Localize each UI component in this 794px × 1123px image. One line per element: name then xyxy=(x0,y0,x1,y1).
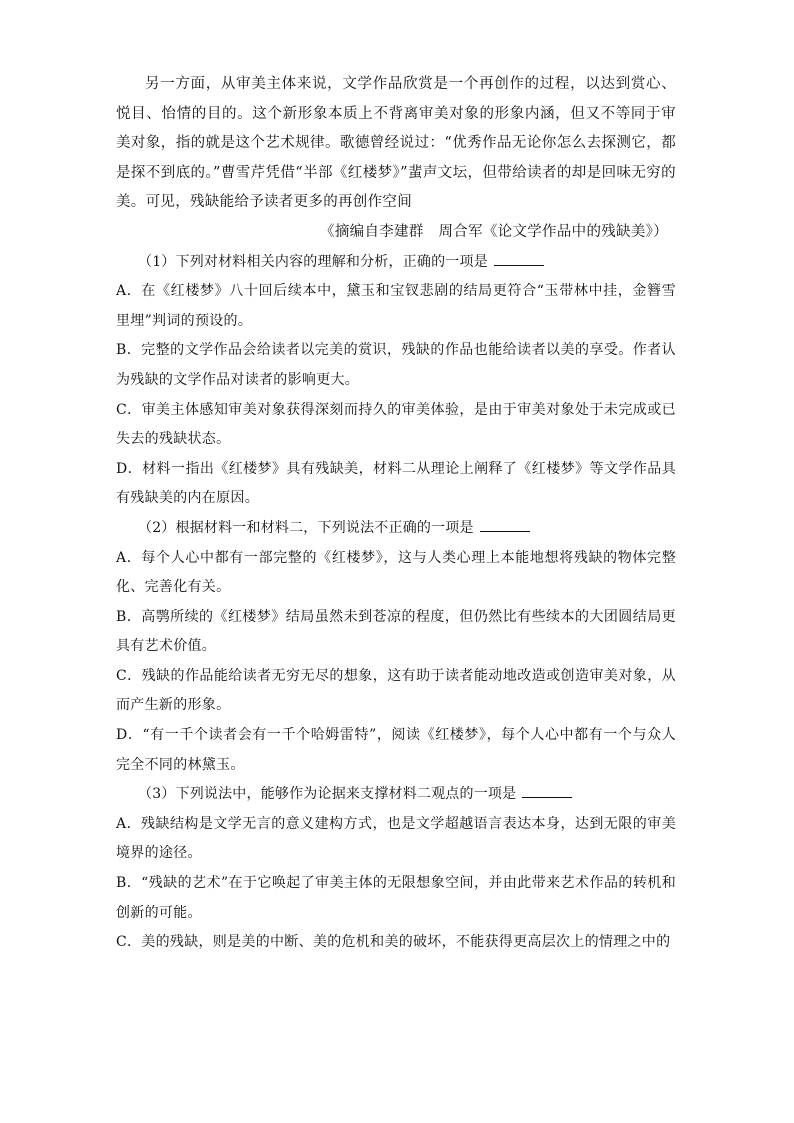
question-1-option-c: C．审美主体感知审美对象获得深刻而持久的审美体验，是由于审美对象处于未完成或已失去的残缺状态。 xyxy=(116,401,676,448)
question-2-option-b: B．高鹗所续的《红楼梦》结局虽然未到苍凉的程度，但仍然比有些续本的大团圆结局更具有艺术价值。 xyxy=(116,608,676,655)
question-1-option-b: B．完整的文学作品会给读者以完美的赏识，残缺的作品也能给读者以美的享受。作者认为残缺的文学作品对读者的影响更大。 xyxy=(116,342,676,388)
question-1-stem: （1）下列对材料相关内容的理解和分析，正确的一项是 xyxy=(116,248,676,278)
question-2-option-d: D．“有一千个读者会有一千个哈姆雷特”，阅读《红楼梦》，每个人心中都有一个与众人完全不同的林黛玉。 xyxy=(116,727,676,773)
question-3-option-b: B．“残缺的艺术”在于它唤起了审美主体的无限想象空间，并由此带来艺术作品的转机和创新的可能。 xyxy=(116,875,676,921)
question-2-option-a: A．每个人心中都有一部完整的《红楼梦》，这与人类心理上本能地想将残缺的物体完整化、完善化有关。 xyxy=(116,549,676,596)
question-3-option-a: A．残缺结构是文学无言的意义建构方式，也是文学超越语言表达本身，达到无限的审美境界的途径。 xyxy=(116,815,676,862)
document-page xyxy=(116,70,676,958)
answer-blank xyxy=(480,517,530,532)
question-1-option-a: A．在《红楼梦》八十回后续本中，黛玉和宝钗悲剧的结局更符合“玉带林中挂，金簪雪里埋”判词的预设的。 xyxy=(116,283,676,329)
passage-source: 《摘编自李建群 周合军《论文学作品中的残缺美》） xyxy=(320,223,668,240)
question-3-stem: （3）下列说法中，能够作为论据来支撑材料二观点的一项是 xyxy=(116,780,676,810)
question-1-option-d: D．材料一指出《红楼梦》具有残缺美，材料二从理论上阐释了《红楼梦》等文学作品具有残缺美的内在原因。 xyxy=(116,460,676,507)
answer-blank xyxy=(494,251,544,266)
passage-paragraph: 另一方面，从审美主体来说，文学作品欣赏是一个再创作的过程，以达到赏心、悦目、怡情的目的。这个新形象本质上不背离审美对象的形象内涵，但又不等同于审美对象，指的就是这个艺术规律。歌德曾经说过：“优秀作品无论你怎么去探测它，都是探不到底的。”曹雪芹凭借“半部《红楼梦》”蜚声文坛，但带给读者的却是回味无穷的美。可见，残缺能给予读者更多的再创作空间 xyxy=(116,76,676,211)
answer-blank xyxy=(522,783,572,798)
question-3-option-c: C．美的残缺，则是美的中断、美的危机和美的破坏，不能获得更高层次上的情理之中的 xyxy=(116,934,671,951)
question-2-option-c: C．残缺的作品能给读者无穷无尽的想象，这有助于读者能动地改造或创造审美对象，从而产生新的形象。 xyxy=(116,667,676,714)
question-2-stem: （2）根据材料一和材料二，下列说法不正确的一项是 xyxy=(116,514,676,544)
